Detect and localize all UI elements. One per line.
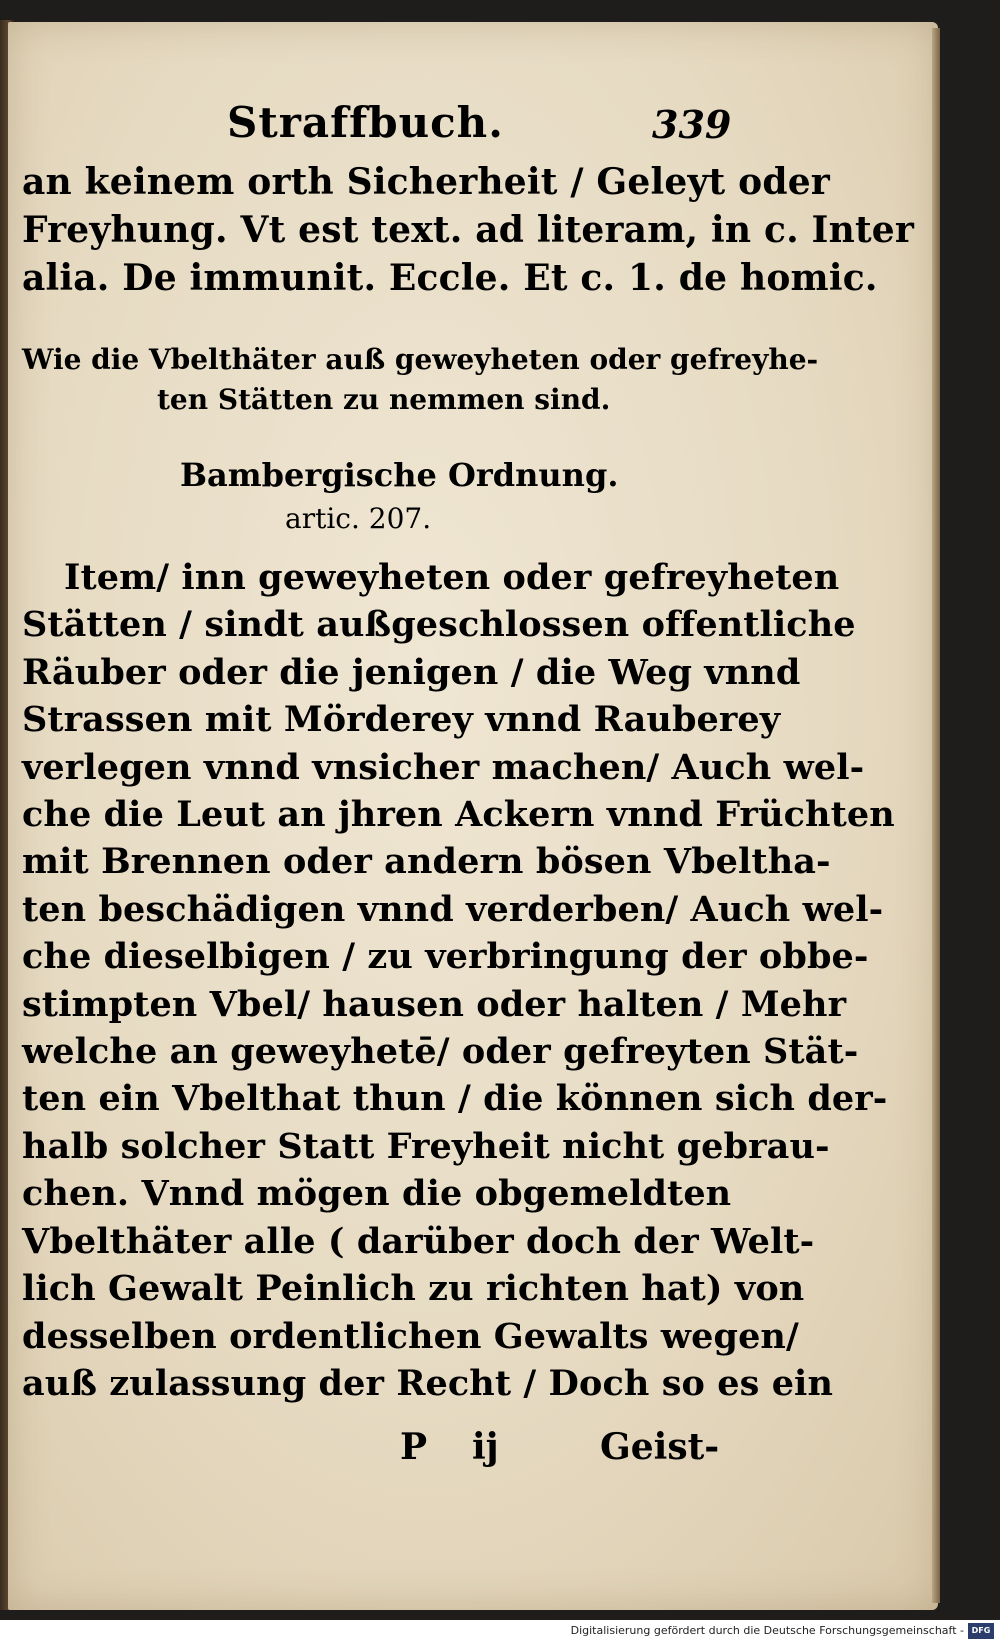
running-title: Straffbuch. (227, 98, 504, 147)
body-line: halb solcher Statt Freyheit nicht gebrau- (22, 1125, 830, 1167)
funding-credit: Digitalisierung gefördert durch die Deutsche Forschungsgemeinschaft - (570, 1624, 964, 1637)
body-line: Räuber oder die jenigen / die Weg vnnd (22, 651, 801, 693)
signature-mark: P (400, 1426, 428, 1468)
body-line: mit Brennen oder andern bösen Vbeltha- (22, 841, 831, 883)
body-line: ten beschädigen vnnd verderben/ Auch wel- (22, 888, 884, 930)
section-heading (22, 340, 819, 420)
heading-line: ten Stätten zu nemmen sind. (157, 383, 611, 416)
body-line: che die Leut an jhren Ackern vnnd Früchten (22, 794, 895, 836)
page-number: 339 (652, 102, 732, 147)
body-line: che dieselbigen / zu verbringung der obbe- (22, 936, 869, 978)
body-line: chen. Vnnd mögen die obgemeldten (22, 1173, 732, 1215)
footer-bar (0, 1620, 1000, 1645)
signature-line (400, 1426, 740, 1476)
text-line: alia. De immunit. Eccle. Et c. 1. de homic. (22, 257, 878, 299)
body-line: Stätten / sindt außgeschlossen offentliche (22, 604, 856, 646)
text-line: Freyhung. Vt est text. ad literam, in c. Inter (22, 209, 915, 251)
opening-paragraph (22, 158, 915, 302)
body-line: Strassen mit Mörderey vnnd Rauberey (22, 699, 781, 741)
body-text (22, 554, 895, 1407)
leaf-number: ij (472, 1426, 499, 1468)
ordnung-title: Bambergische Ordnung. (180, 456, 619, 494)
dfg-logo: DFG (968, 1623, 994, 1639)
page-edge (932, 28, 940, 1603)
article-number: artic. 207. (285, 502, 432, 535)
body-line: Item/ inn geweyheten oder gefreyheten (64, 557, 840, 598)
catchword: Geist- (600, 1426, 720, 1468)
body-line: welche an geweyhetē/ oder gefreyten Stät- (22, 1031, 859, 1073)
body-line: desselben ordentlichen Gewalts wegen/ (22, 1315, 799, 1357)
heading-line: Wie die Vbelthäter auß geweyheten oder gefreyhe- (22, 343, 819, 376)
body-line: ten ein Vbelthat thun / die können sich der- (22, 1078, 888, 1120)
body-line: lich Gewalt Peinlich zu richten hat) von (22, 1268, 805, 1310)
body-line: auß zulassung der Recht / Doch so es ein (22, 1362, 833, 1404)
body-line: Vbelthäter alle ( darüber doch der Welt- (22, 1220, 815, 1262)
text-line: an keinem orth Sicherheit / Geleyt oder (22, 161, 830, 203)
body-line: verlegen vnnd vnsicher machen/ Auch wel- (22, 746, 865, 788)
body-line: stimpten Vbel/ hausen oder halten / Mehr (22, 983, 847, 1025)
page-header (22, 98, 732, 158)
